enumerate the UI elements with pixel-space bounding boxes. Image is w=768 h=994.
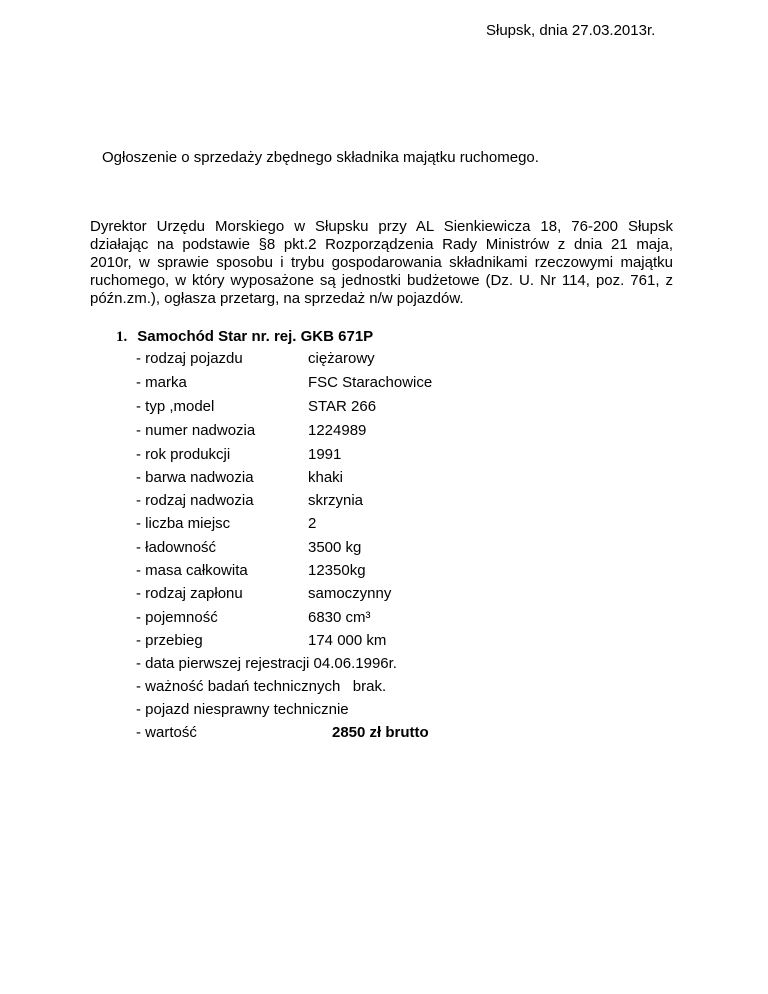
spec-row xyxy=(136,539,362,556)
spec-label: - ładowność xyxy=(136,539,217,556)
spec-value: 1991 xyxy=(308,446,342,463)
spec-label: - masa całkowita xyxy=(136,562,248,579)
spec-value: 12350kg xyxy=(308,562,366,579)
spec-value: 1224989 xyxy=(308,422,367,439)
spec-label: - rok produkcji xyxy=(136,446,231,463)
place-date: Słupsk, dnia 27.03.2013r. xyxy=(486,22,656,39)
spec-row xyxy=(136,374,433,391)
spec-row xyxy=(136,492,364,509)
inspection-line: - ważność badań technicznych brak. xyxy=(136,678,387,695)
spec-label: - rodzaj nadwozia xyxy=(136,492,254,509)
spec-label: - rodzaj zapłonu xyxy=(136,585,243,602)
spec-value: ciężarowy xyxy=(308,350,375,367)
spec-row xyxy=(136,585,392,602)
spec-value: FSC Starachowice xyxy=(308,374,433,391)
spec-value: khaki xyxy=(308,469,344,486)
paragraph-line: działając na podstawie §8 pkt.2 Rozporządzenia Rady Ministrów z dnia 21 maja, xyxy=(90,236,673,253)
item-heading xyxy=(116,328,373,346)
spec-value: 2 xyxy=(308,515,317,532)
spec-label: - numer nadwozia xyxy=(136,422,256,439)
item-number: 1. xyxy=(116,329,128,345)
spec-value: 3500 kg xyxy=(308,539,362,556)
spec-label: - pojemność xyxy=(136,609,218,626)
paragraph-line: późn.zm.), ogłasza przetarg, na sprzedaż n/w pojazdów. xyxy=(90,290,464,307)
paragraph-line: ruchomego, w który wyposażone są jednostki budżetowe (Dz. U. Nr 114, poz. 761, z xyxy=(90,272,673,289)
spec-row xyxy=(136,609,371,626)
spec-value: STAR 266 xyxy=(308,398,377,415)
spec-row xyxy=(136,446,342,463)
condition-line: - pojazd niesprawny technicznie xyxy=(136,701,349,718)
spec-label: - rodzaj pojazdu xyxy=(136,350,243,367)
spec-row xyxy=(136,562,366,579)
spec-value: 6830 cm³ xyxy=(308,609,371,626)
spec-label: - barwa nadwozia xyxy=(136,469,254,486)
price-value: 2850 zł brutto xyxy=(332,724,429,741)
paragraph-line: Dyrektor Urzędu Morskiego w Słupsku przy AL Sienkiewicza 18, 76-200 Słupsk xyxy=(90,218,673,235)
value-row xyxy=(136,724,429,741)
item-title: Samochód Star nr. rej. GKB 671P xyxy=(137,328,374,345)
paragraph-line: 2010r, w sprawie sposobu i trybu gospodarowania składnikami rzeczowymi majątku xyxy=(90,254,673,271)
spec-label: - liczba miejsc xyxy=(136,515,231,532)
spec-value: samoczynny xyxy=(308,585,392,602)
announcement-title: Ogłoszenie o sprzedaży zbędnego składnika majątku ruchomego. xyxy=(102,149,539,166)
spec-row xyxy=(136,398,377,415)
spec-row xyxy=(136,422,367,439)
spec-label: - marka xyxy=(136,374,187,391)
value-label: - wartość xyxy=(136,724,197,741)
spec-row xyxy=(136,632,387,649)
first-registration-line: - data pierwszej rejestracji 04.06.1996r. xyxy=(136,655,397,672)
spec-value: skrzynia xyxy=(308,492,364,509)
spec-label: - typ ,model xyxy=(136,398,215,415)
spec-row xyxy=(136,350,375,367)
spec-row xyxy=(136,515,317,532)
spec-value: 174 000 km xyxy=(308,632,387,649)
spec-row xyxy=(136,469,344,486)
spec-label: - przebieg xyxy=(136,632,203,649)
